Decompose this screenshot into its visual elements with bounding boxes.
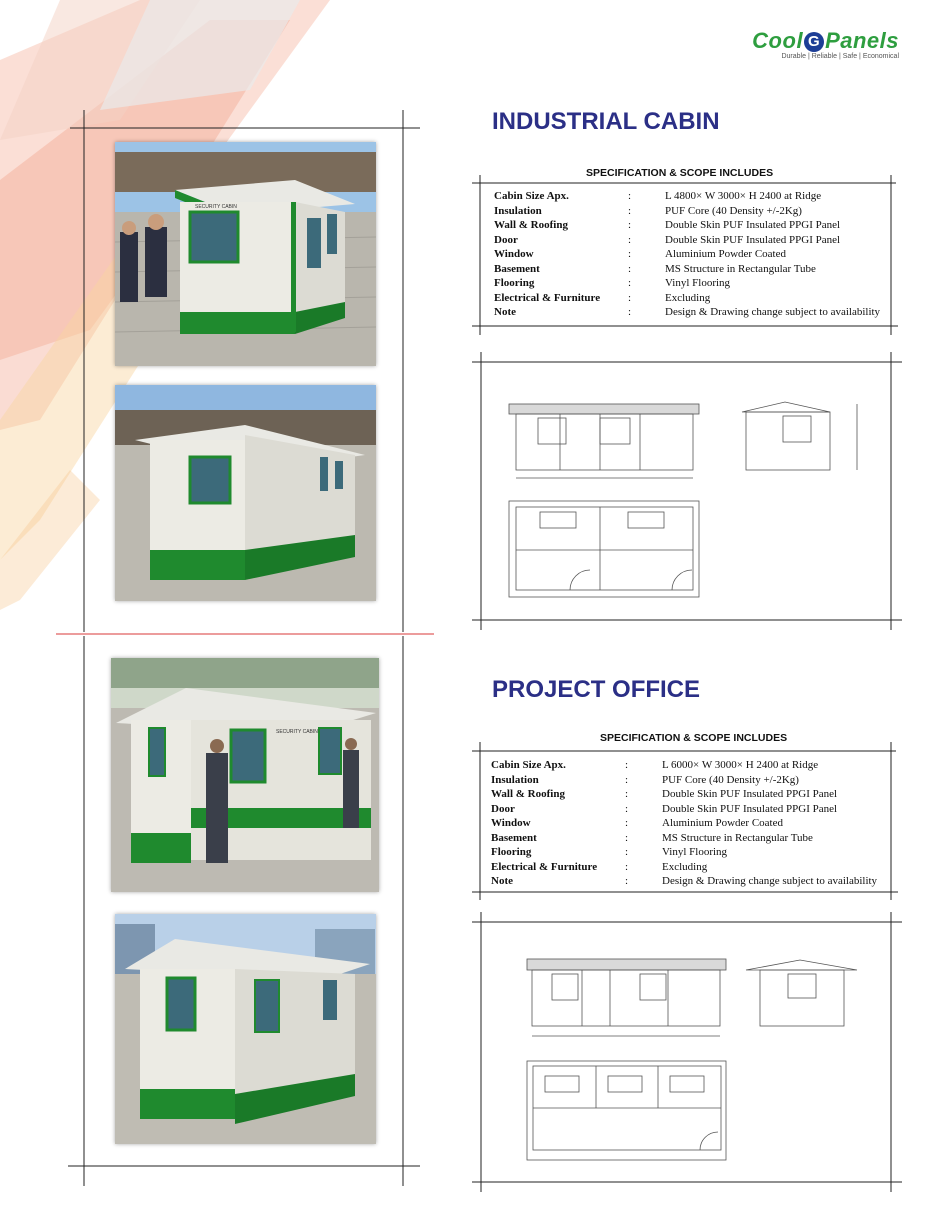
spec-separator: : — [628, 306, 632, 318]
spec-separator: : — [625, 860, 629, 873]
spec-separator: : — [628, 233, 632, 246]
photo-sign-text: SECURITY CABIN — [276, 729, 318, 735]
spec-value: Excluding — [662, 860, 708, 873]
spec-value: Double Skin PUF Insulated PPGI Panel — [662, 788, 838, 800]
spec-label: Electrical & Furniture — [491, 860, 598, 873]
brand-name: Cool G Panels — [752, 28, 899, 53]
spec-separator: : — [625, 817, 629, 829]
spec-label: Basement — [494, 262, 540, 275]
spec-label: Wall & Roofing — [494, 219, 568, 231]
spec-separator: : — [628, 219, 632, 231]
spec-separator: : — [628, 277, 632, 289]
spec-value: Aluminium Powder Coated — [665, 248, 786, 260]
spec-label: Flooring — [491, 846, 532, 858]
spec-label: Window — [491, 817, 531, 829]
spec-value: Vinyl Flooring — [665, 277, 731, 289]
spec-label: Insulation — [491, 773, 539, 786]
spec-label: Insulation — [494, 204, 542, 217]
spec-label: Basement — [491, 831, 537, 844]
photo-sign-text: SECURITY CABIN — [195, 204, 237, 210]
spec-separator: : — [625, 875, 629, 887]
spec-value: Excluding — [665, 291, 711, 304]
spec-heading: SPECIFICATION & SCOPE INCLUDES — [600, 732, 788, 744]
spec-separator: : — [625, 802, 629, 815]
spec-value: Double Skin PUF Insulated PPGI Panel — [662, 802, 838, 815]
brand-g-badge: G — [804, 32, 824, 52]
spec-separator: : — [628, 190, 632, 202]
spec-separator: : — [628, 291, 632, 304]
spec-separator: : — [625, 773, 629, 786]
spec-value: L 4800× W 3000× H 2400 at Ridge — [665, 190, 822, 202]
spec-label: Cabin Size Apx. — [494, 190, 569, 202]
spec-value: L 6000× W 3000× H 2400 at Ridge — [662, 759, 819, 771]
spec-label: Note — [494, 306, 516, 318]
spec-value: Design & Drawing change subject to availability — [662, 875, 878, 887]
spec-value: PUF Core (40 Density +/-2Kg) — [665, 204, 802, 217]
spec-separator: : — [628, 204, 632, 217]
spec-value: Vinyl Flooring — [662, 846, 728, 858]
spec-label: Door — [491, 802, 515, 815]
spec-separator: : — [625, 831, 629, 844]
spec-heading: SPECIFICATION & SCOPE INCLUDES — [586, 167, 774, 179]
spec-separator: : — [628, 262, 632, 275]
spec-label: Window — [494, 248, 534, 260]
spec-value: Double Skin PUF Insulated PPGI Panel — [665, 233, 841, 246]
spec-value: Double Skin PUF Insulated PPGI Panel — [665, 219, 841, 231]
brand-tagline: Durable | Reliable | Safe | Economical — [781, 53, 899, 60]
spec-label: Note — [491, 875, 513, 887]
spec-value: MS Structure in Rectangular Tube — [662, 831, 813, 844]
spec-value: MS Structure in Rectangular Tube — [665, 262, 816, 275]
spec-separator: : — [628, 248, 632, 260]
spec-value: PUF Core (40 Density +/-2Kg) — [662, 773, 799, 786]
spec-label: Door — [494, 233, 518, 246]
spec-value: Aluminium Powder Coated — [662, 817, 783, 829]
section-title: INDUSTRIAL CABIN — [492, 108, 720, 135]
spec-label: Electrical & Furniture — [494, 291, 601, 304]
spec-separator: : — [625, 846, 629, 858]
section-title: PROJECT OFFICE — [492, 676, 701, 703]
spec-label: Cabin Size Apx. — [491, 759, 566, 771]
spec-label: Wall & Roofing — [491, 788, 565, 800]
spec-separator: : — [625, 759, 629, 771]
spec-label: Flooring — [494, 277, 535, 289]
spec-separator: : — [625, 788, 629, 800]
spec-value: Design & Drawing change subject to availability — [665, 306, 881, 318]
